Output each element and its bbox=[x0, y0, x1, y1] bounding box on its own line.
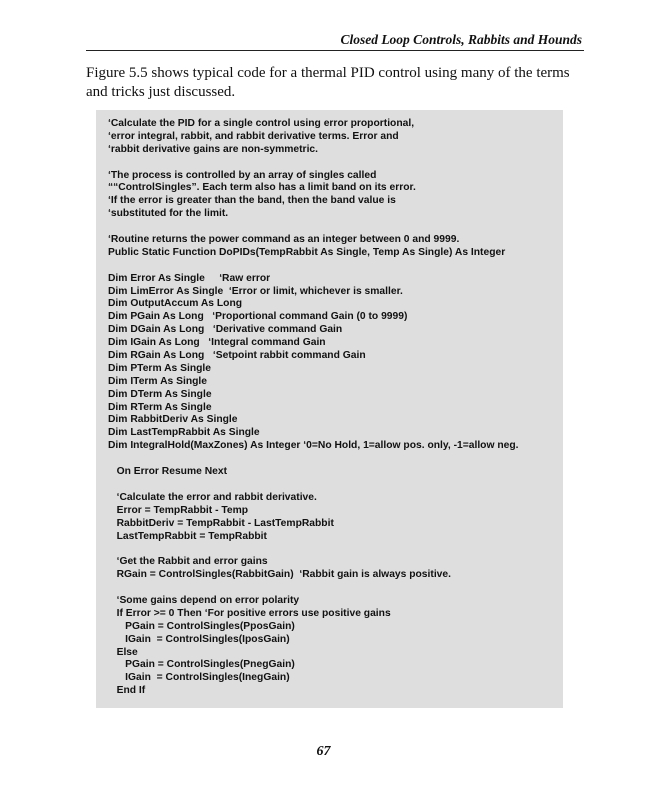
code-line: Else bbox=[108, 646, 138, 658]
code-line bbox=[108, 582, 563, 595]
code-line: Dim IGain As Long ‘Integral command Gain bbox=[108, 337, 326, 349]
code-listing-panel bbox=[96, 110, 563, 708]
code-listing bbox=[108, 118, 563, 698]
code-line: PGain = ControlSingles(PnegGain) bbox=[108, 659, 295, 671]
page-number: 67 bbox=[316, 744, 331, 759]
header-rule bbox=[86, 50, 584, 51]
code-line: Dim DGain As Long ‘Derivative command Gain bbox=[108, 324, 343, 336]
code-line: Dim RTerm As Single bbox=[108, 401, 212, 413]
code-line: Dim PGain As Long ‘Proportional command Gain (0 to 9999) bbox=[108, 311, 408, 323]
code-line: If Error >= 0 Then ‘For positive errors use positive gains bbox=[108, 607, 391, 619]
code-line: ‘error integral, rabbit, and rabbit derivative terms. Error and bbox=[108, 130, 399, 142]
code-line: ‘substituted for the limit. bbox=[108, 208, 229, 220]
code-line: Error = TempRabbit - Temp bbox=[108, 504, 249, 516]
intro-paragraph: Figure 5.5 shows typical code for a thermal PID control using many of the terms and tricks just discussed. bbox=[86, 65, 570, 100]
code-line bbox=[108, 221, 563, 234]
code-line bbox=[108, 453, 563, 466]
code-line: ‘Get the Rabbit and error gains bbox=[108, 556, 268, 568]
code-line: On Error Resume Next bbox=[108, 466, 228, 478]
code-line: Dim RGain As Long ‘Setpoint rabbit command Gain bbox=[108, 350, 366, 362]
code-line: ‘Calculate the error and rabbit derivative. bbox=[108, 491, 317, 503]
code-line: ‘Routine returns the power command as an integer between 0 and 9999. bbox=[108, 234, 460, 246]
code-line: End If bbox=[108, 685, 146, 697]
code-line: RabbitDeriv = TempRabbit - LastTempRabbit bbox=[108, 517, 334, 529]
code-line: Public Static Function DoPIDs(TempRabbit As Single, Temp As Single) As Integer bbox=[108, 246, 506, 258]
code-line: ‘If the error is greater than the band, then the band value is bbox=[108, 195, 396, 207]
code-line: Dim ITerm As Single bbox=[108, 375, 207, 387]
code-line: IGain = ControlSingles(IposGain) bbox=[108, 633, 290, 645]
running-header: Closed Loop Controls, Rabbits and Hounds bbox=[340, 32, 582, 47]
code-line bbox=[108, 479, 563, 492]
code-line: Dim LastTempRabbit As Single bbox=[108, 427, 260, 439]
code-line: PGain = ControlSingles(PposGain) bbox=[108, 620, 295, 632]
code-line bbox=[108, 157, 563, 170]
code-line: ‘The process is controlled by an array of singles called bbox=[108, 169, 377, 181]
code-line: ‘Calculate the PID for a single control using error proportional, bbox=[108, 118, 415, 129]
code-line: Dim RabbitDeriv As Single bbox=[108, 414, 238, 426]
code-line: Dim LimError As Single ‘Error or limit, whichever is smaller. bbox=[108, 285, 403, 297]
code-line: IGain = ControlSingles(InegGain) bbox=[108, 672, 290, 684]
code-line: Dim OutputAccum As Long bbox=[108, 298, 243, 310]
code-line: ‘Some gains depend on error polarity bbox=[108, 594, 300, 606]
code-line: ““ControlSingles”. Each term also has a limit band on its error. bbox=[108, 182, 416, 194]
code-line: Dim DTerm As Single bbox=[108, 388, 212, 400]
code-line: Dim IntegralHold(MaxZones) As Integer ‘0=No Hold, 1=allow pos. only, -1=allow neg. bbox=[108, 440, 519, 452]
code-line bbox=[108, 543, 563, 556]
code-line: Dim Error As Single ‘Raw error bbox=[108, 272, 271, 284]
code-line bbox=[108, 260, 563, 273]
code-line: ‘rabbit derivative gains are non-symmetric. bbox=[108, 143, 319, 155]
code-line: LastTempRabbit = TempRabbit bbox=[108, 530, 267, 542]
code-line: RGain = ControlSingles(RabbitGain) ‘Rabbit gain is always positive. bbox=[108, 569, 452, 581]
code-line: Dim PTerm As Single bbox=[108, 362, 211, 374]
